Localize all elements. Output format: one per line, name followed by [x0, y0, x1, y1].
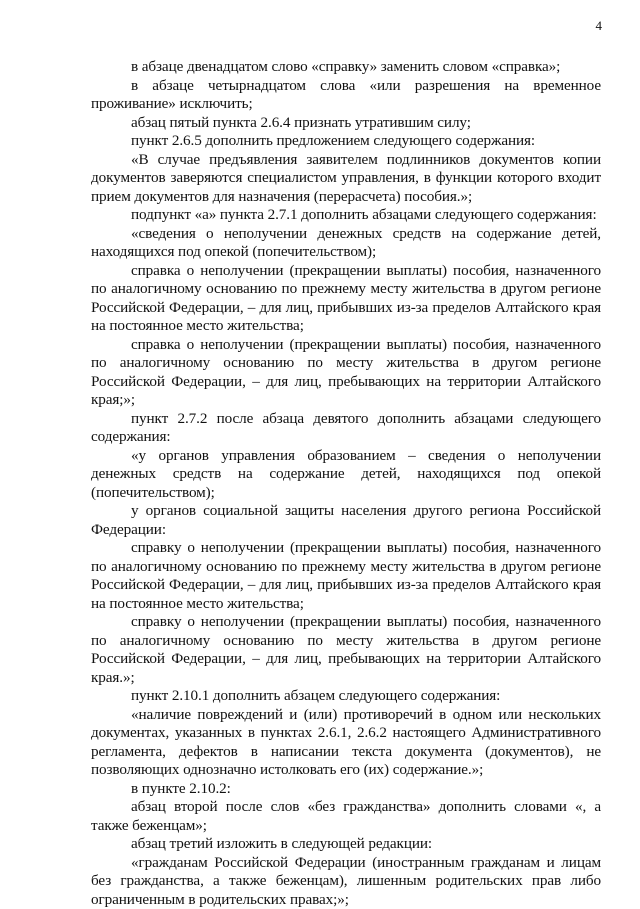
paragraph: пункт 2.6.5 дополнить предложением следующего содержания: — [91, 132, 601, 151]
paragraph: справку о неполучении (прекращении выплаты) пособия, назначенного по аналогичному основанию по прежнему месту жительства в другом регионе Российской Федерации, – для лиц, прибывших из-за пределов Алтайского края на постоянное место жительства; — [91, 539, 601, 613]
paragraph: подпункт «а» пункта 2.7.1 дополнить абзацами следующего содержания: — [91, 206, 601, 225]
paragraph: «наличие повреждений и (или) противоречий в одном или нескольких документах, указанных в пунктах 2.6.1, 2.6.2 настоящего Административного регламента, дефектов в написании текста документа (документов), не позволяющих однозначно истолковать его (их) содержание.»; — [91, 706, 601, 780]
paragraph: «В случае предъявления заявителем подлинников документов копии документов заверяются специалистом управления, в функции которого входит прием документов для назначения (перерасчета) пособия.»; — [91, 151, 601, 207]
paragraph: в абзаце двенадцатом слово «справку» заменить словом «справка»; — [91, 58, 601, 77]
paragraph: справка о неполучении (прекращении выплаты) пособия, назначенного по аналогичному основанию по прежнему месту жительства в другом регионе Российской Федерации, – для лиц, прибывших из-за пределов Алтайского края на постоянное место жительства; — [91, 262, 601, 336]
paragraph: «у органов управления образованием – сведения о неполучении денежных средств на содержание детей, находящихся под опекой (попечительством); — [91, 447, 601, 503]
paragraph: справка о неполучении (прекращении выплаты) пособия, назначенного по аналогичному основанию по месту жительства в другом регионе Российской Федерации, – для лиц, пребывающих на территории Алтайского края;»; — [91, 336, 601, 410]
page-number: 4 — [596, 18, 603, 34]
paragraph: абзац третий изложить в следующей редакции: — [91, 835, 601, 854]
paragraph: в пункте 2.10.2: — [91, 780, 601, 799]
paragraph: пункт 2.7.2 после абзаца девятого дополнить абзацами следующего содержания: — [91, 410, 601, 447]
paragraph: справку о неполучении (прекращении выплаты) пособия, назначенного по аналогичному основанию по месту жительства в другом регионе Российской Федерации, – для лиц, пребывающих на территории Алтайского края.»; — [91, 613, 601, 687]
paragraph: у органов социальной защиты населения другого региона Российской Федерации: — [91, 502, 601, 539]
document-body — [91, 58, 601, 909]
paragraph: абзац пятый пункта 2.6.4 признать утратившим силу; — [91, 114, 601, 133]
paragraph: «сведения о неполучении денежных средств на содержание детей, находящихся под опекой (попечительством); — [91, 225, 601, 262]
paragraph: «гражданам Российской Федерации (иностранным гражданам и лицам без гражданства, а также беженцам), лишенным родительских прав либо ограниченным в родительских правах;»; — [91, 854, 601, 909]
paragraph: пункт 2.10.1 дополнить абзацем следующего содержания: — [91, 687, 601, 706]
paragraph: абзац второй после слов «без гражданства» дополнить словами «, а также беженцам»; — [91, 798, 601, 835]
paragraph: в абзаце четырнадцатом слова «или разрешения на временное проживание» исключить; — [91, 77, 601, 114]
